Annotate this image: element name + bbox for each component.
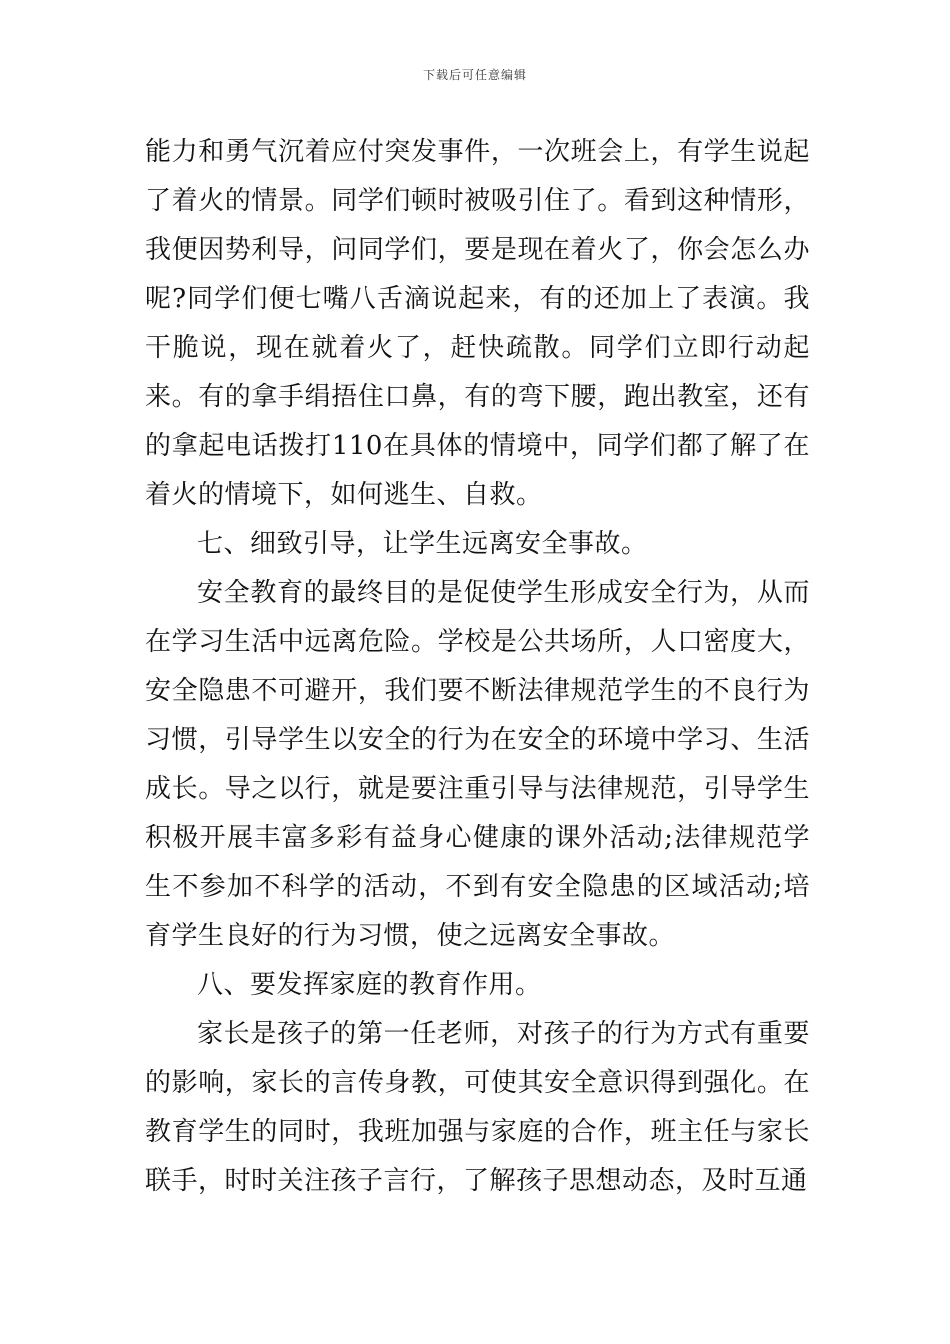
section-heading-seven: 七、细致引导，让学生远离安全事故。 xyxy=(197,529,648,559)
document-body xyxy=(145,128,810,1206)
header-editable-note: 下载后可任意编辑 xyxy=(422,68,527,82)
section-heading-eight: 八、要发挥家庭的教育作用。 xyxy=(197,970,542,1000)
paragraph-safety-behavior: 安全教育的最终目的是促使学生形成安全行为，从而在学习生活中远离危险。学校是公共场所，人口密度大，安全隐患不可避开，我们要不断法律规范学生的不良行为习惯，引导学生以安全的行为在安全的环境中学习、生活成长。导之以行，就是要注重引导与法律规范，引导学生积极开展丰富多彩有益身心健康的课外活动;法律规范学生不参加不科学的活动，不到有安全隐患的区域活动;培育学生良好的行为习惯，使之远离安全事故。 xyxy=(145,578,810,951)
paragraph-family-education: 家长是孩子的第一任老师，对孩子的行为方式有重要的影响，家长的言传身教，可使其安全意识得到强化。在教育学生的同时，我班加强与家庭的合作，班主任与家长联手，时时关注孩子言行，了解孩子思想动态，及时互通 xyxy=(145,1019,810,1196)
paragraph-fire-drill: 能力和勇气沉着应付突发事件，一次班会上，有学生说起了着火的情景。同学们顿时被吸引住了。看到这种情形，我便因势利导，问同学们，要是现在着火了，你会怎么办呢?同学们便七嘴八舌滴说起来，有的还加上了表演。我干脆说，现在就着火了，赶快疏散。同学们立即行动起来。有的拿手绢捂住口鼻，有的弯下腰，跑出教室，还有的拿起电话拨打110在具体的情境中，同学们都了解了在着火的情境下，如何逃生、自救。 xyxy=(145,137,810,510)
